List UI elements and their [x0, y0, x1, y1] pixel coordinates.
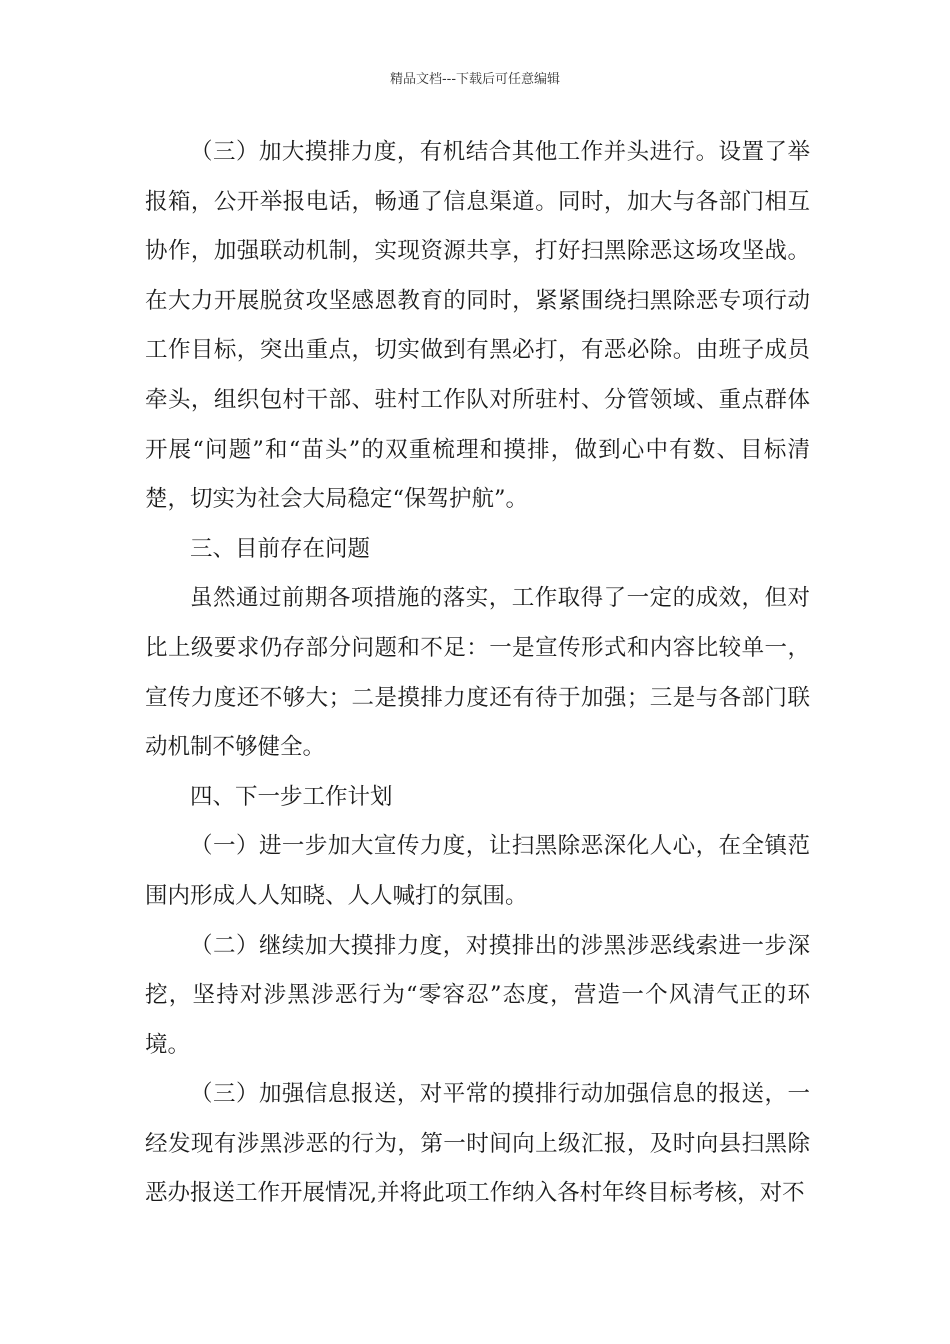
section-heading-next-plan: 四、下一步工作计划 [190, 783, 393, 810]
paragraph-plan-3: （三）加强信息报送，对平常的摸排行动加强信息的报送，一经发现有涉黑涉恶的行为，第一时间向上级汇报，及时向县扫黑除恶办报送工作开展情况,并将此项工作纳入各村年终目标考核，对不 [145, 1081, 810, 1207]
section-heading-problems: 三、目前存在问题 [190, 535, 371, 562]
paragraph-problems: 虽然通过前期各项措施的落实，工作取得了一定的成效，但对比上级要求仍存部分问题和不足：一是宣传形式和内容比较单一，宣传力度还不够大；二是摸排力度还有待于加强；三是与各部门联动机制不够健全。 [145, 585, 810, 761]
paragraph-plan-2: （二）继续加大摸排力度，对摸排出的涉黑涉恶线索进一步深挖，坚持对涉黑涉恶行为“零容忍”态度，营造一个风清气正的环境。 [145, 932, 810, 1058]
document-body [145, 128, 810, 1219]
paragraph-plan-1: （一）进一步加大宣传力度，让扫黑除恶深化人心，在全镇范围内形成人人知晓、人人喊打的氛围。 [145, 833, 810, 909]
page-header: 精品文档---下载后可任意编辑 [389, 72, 561, 87]
paragraph-investigation: （三）加大摸排力度，有机结合其他工作并头进行。设置了举报箱，公开举报电话，畅通了信息渠道。同时，加大与各部门相互协作，加强联动机制，实现资源共享，打好扫黑除恶这场攻坚战。在大力开展脱贫攻坚感恩教育的同时，紧紧围绕扫黑除恶专项行动工作目标，突出重点，切实做到有黑必打，有恶必除。由班子成员牵头，组织包村干部、驻村工作队对所驻村、分管领域、重点群体开展“问题”和“苗头”的双重梳理和摸排，做到心中有数、目标清楚，切实为社会大局稳定“保驾护航”。 [145, 139, 810, 513]
